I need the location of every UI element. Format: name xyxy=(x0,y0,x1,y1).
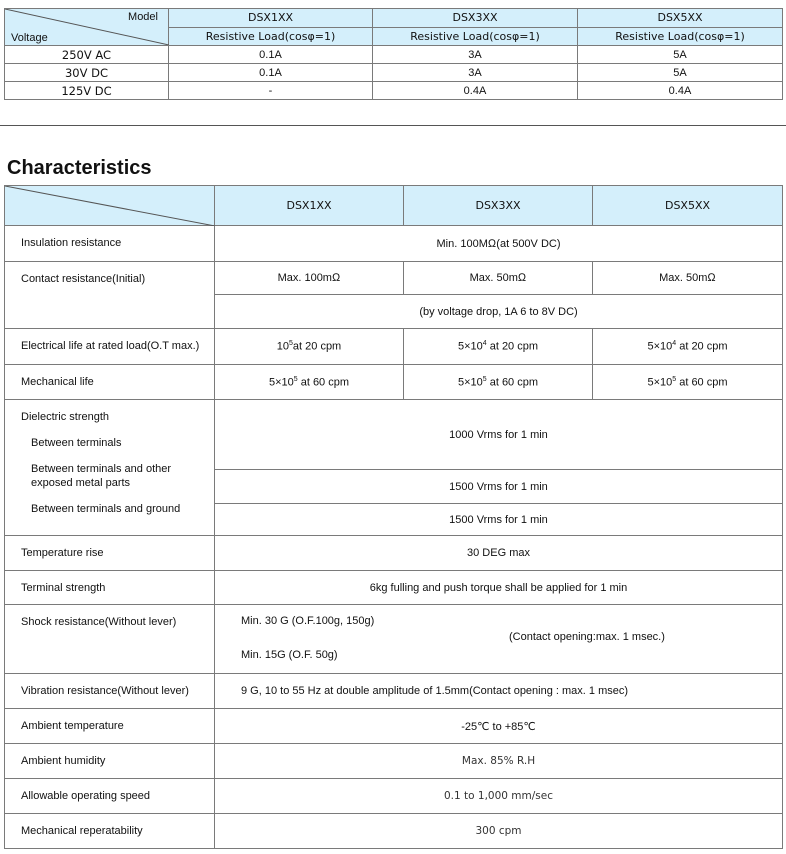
rating-value: 0.1A xyxy=(169,46,373,64)
row-label: Mechanical reperatability xyxy=(5,814,215,849)
chars-corner-cell xyxy=(5,186,215,226)
table-row xyxy=(5,82,783,100)
row-value: 6kg fulling and push torque shall be applied for 1 min xyxy=(215,571,783,605)
rating-value: 3A xyxy=(373,64,578,82)
rating-value: 3A xyxy=(373,46,578,64)
table-row xyxy=(5,400,783,470)
characteristics-table xyxy=(4,185,783,849)
row-value: Max. 50mΩ xyxy=(404,262,593,295)
dielectric-sub-label: Between terminals and ground xyxy=(31,503,181,515)
row-value: 1500 Vrms for 1 min xyxy=(215,470,783,504)
table-row xyxy=(5,64,783,82)
row-value: 300 cpm xyxy=(215,814,783,849)
row-value: $5\times 10^5$ at 60 cpm xyxy=(215,365,404,400)
row-value: $10^5at$ 20 cpm xyxy=(215,329,404,365)
row-value: 30 DEG max xyxy=(215,536,783,571)
model-header: DSX5XX xyxy=(578,9,783,28)
shock-note: (Contact opening:max. 1 msec.) xyxy=(509,631,665,643)
load-header: Resistive Load(cosφ=1) xyxy=(169,27,373,46)
model-header: DSX1XX xyxy=(215,186,404,226)
row-value: 1500 Vrms for 1 min xyxy=(215,504,783,536)
table-row xyxy=(5,536,783,571)
row-value: 0.1 to 1,000 mm/sec xyxy=(215,779,783,814)
row-value: $5\times 10^5$ at 60 cpm xyxy=(404,365,593,400)
row-value: Max. 100mΩ xyxy=(215,262,404,295)
row-label: Electrical life at rated load(O.T max.) xyxy=(5,329,215,365)
row-label: Vibration resistance(Without lever) xyxy=(5,674,215,709)
row-value: Max. 85% R.H xyxy=(215,744,783,779)
section-title: Characteristics xyxy=(7,157,152,179)
rating-table xyxy=(4,8,783,100)
table-row xyxy=(5,605,783,674)
row-label: Temperature rise xyxy=(5,536,215,571)
diagonal-divider xyxy=(5,186,215,226)
table-row xyxy=(5,329,783,365)
rating-value: 0.4A xyxy=(578,82,783,100)
row-value: $5\times 10^4$ at 20 cpm xyxy=(404,329,593,365)
table-row xyxy=(5,814,783,849)
row-value xyxy=(215,605,783,674)
table-row xyxy=(5,365,783,400)
row-value: Max. 50mΩ xyxy=(593,262,783,295)
row-label: Mechanical life xyxy=(5,365,215,400)
row-label: Ambient humidity xyxy=(5,744,215,779)
voltage-label: 250V AC xyxy=(5,46,169,64)
table-row xyxy=(5,262,783,295)
table-row xyxy=(5,674,783,709)
section-divider xyxy=(0,125,786,126)
table-row xyxy=(5,744,783,779)
table-row xyxy=(5,46,783,64)
rating-corner-cell xyxy=(5,9,169,46)
row-label: Insulation resistance xyxy=(5,226,215,262)
shock-line: Min. 15G (O.F. 50g) xyxy=(241,649,338,661)
row-label: Terminal strength xyxy=(5,571,215,605)
voltage-label: 125V DC xyxy=(5,82,169,100)
rating-value: 0.4A xyxy=(373,82,578,100)
corner-voltage-label: Voltage xyxy=(11,32,48,44)
row-label: Ambient temperature xyxy=(5,709,215,744)
load-header: Resistive Load(cosφ=1) xyxy=(578,27,783,46)
corner-model-label: Model xyxy=(128,11,158,23)
row-value: 9 G, 10 to 55 Hz at double amplitude of 1.5mm(Contact opening : max. 1 msec) xyxy=(215,674,783,709)
row-value: $5\times 10^4$ at 20 cpm xyxy=(593,329,783,365)
model-header: DSX5XX xyxy=(593,186,783,226)
dielectric-label: Dielectric strength xyxy=(21,411,110,423)
model-header: DSX3XX xyxy=(373,9,578,28)
voltage-label: 30V DC xyxy=(5,64,169,82)
rating-value: 0.1A xyxy=(169,64,373,82)
rating-value: 5A xyxy=(578,64,783,82)
row-label xyxy=(5,400,215,536)
row-value: Min. 100MΩ(at 500V DC) xyxy=(215,226,783,262)
table-row xyxy=(5,779,783,814)
row-note: (by voltage drop, 1A 6 to 8V DC) xyxy=(215,295,783,329)
rating-value: - xyxy=(169,82,373,100)
row-label: Shock resistance(Without lever) xyxy=(5,605,215,674)
row-value: -25℃ to +85℃ xyxy=(215,709,783,744)
table-row xyxy=(5,226,783,262)
dielectric-sub-label: Between terminals xyxy=(31,437,122,449)
table-row xyxy=(5,571,783,605)
model-header: DSX3XX xyxy=(404,186,593,226)
load-header: Resistive Load(cosφ=1) xyxy=(373,27,578,46)
row-label: Contact resistance(Initial) xyxy=(5,262,215,329)
dielectric-sub-label: Between terminals and other exposed metal parts xyxy=(31,463,172,489)
table-row xyxy=(5,709,783,744)
shock-line: Min. 30 G (O.F.100g, 150g) xyxy=(241,615,375,627)
row-value: 1000 Vrms for 1 min xyxy=(215,400,783,470)
rating-value: 5A xyxy=(578,46,783,64)
row-label: Allowable operating speed xyxy=(5,779,215,814)
model-header: DSX1XX xyxy=(169,9,373,28)
row-value: $5\times 10^5$ at 60 cpm xyxy=(593,365,783,400)
